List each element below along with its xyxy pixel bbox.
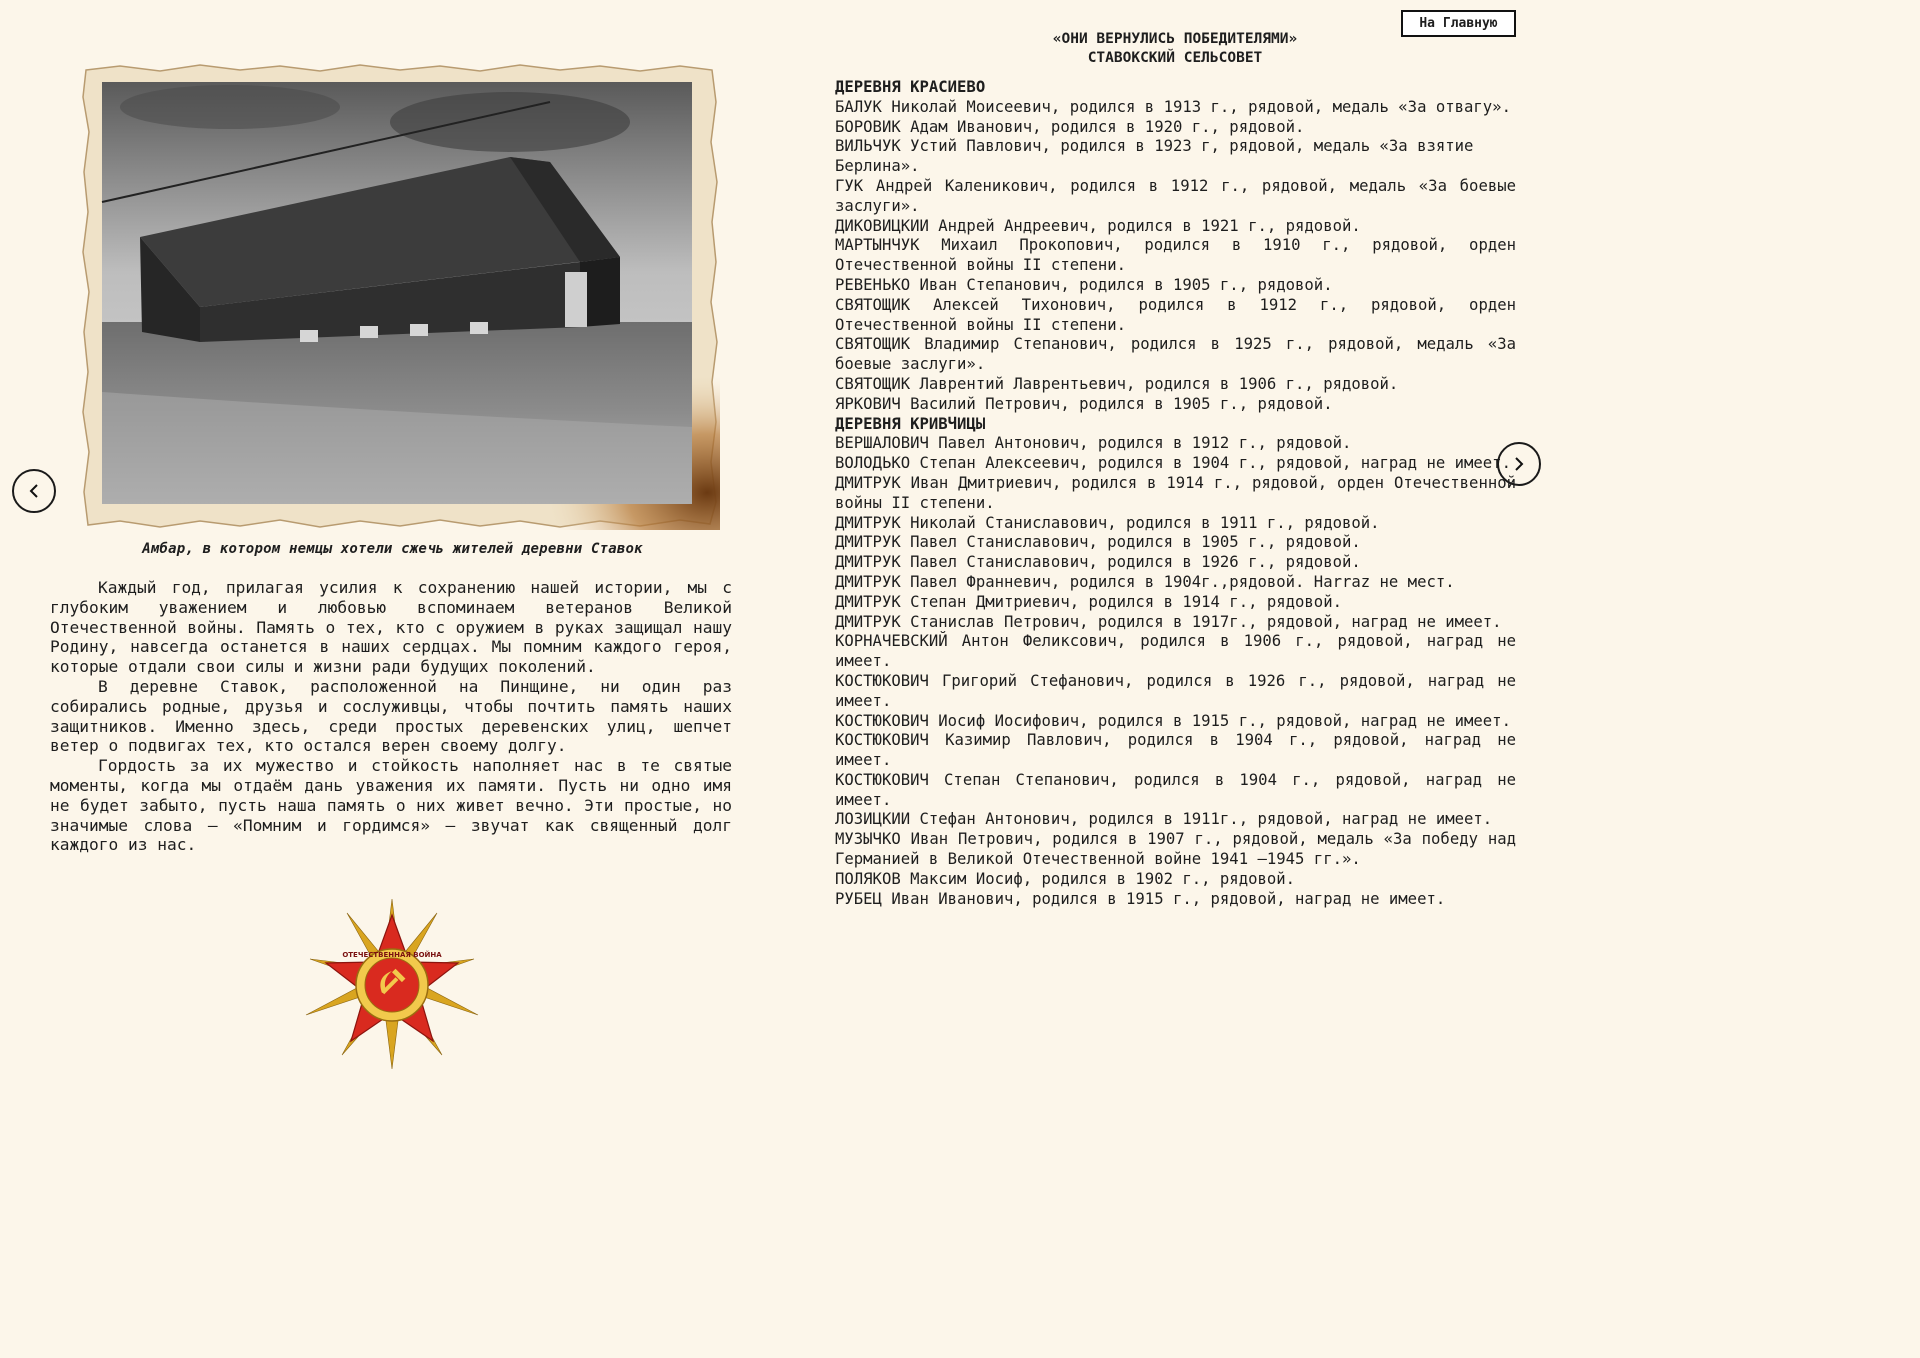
veteran-entry: БАЛУК Николай Моисеевич, родился в 1913 г., рядовой, медаль «За отвагу». [835, 97, 1511, 116]
veteran-entry: ГУК Андрей Каленикович, родился в 1912 г., рядовой, медаль «За боевые заслуги». [835, 176, 1516, 215]
veteran-entry: ДМИТРУК Иван Дмитриевич, родился в 1914 г., рядовой, орден Отечественной войны II степени. [835, 473, 1516, 512]
veteran-entry: КОСТЮКОВИЧ Казимир Павлович, родился в 1904 г., рядовой, наград не имеет. [835, 731, 1516, 770]
veteran-entry: МАРТЫНЧУК Михаил Прокопович, родился в 1910 г., рядовой, орден Отечественной войны II степени. [835, 236, 1516, 275]
veteran-entry: ДМИТРУК Павел Франневич, родился в 1904г.,рядовой. Harraz не мест. [835, 572, 1455, 591]
intro-paragraph: Каждый год, прилагая усилия к сохранению нашей истории, мы с глубоким уважением и любовью вспоминаем ветеранов Великой Отечественной войны. Память о тех, кто с оружием в руках защищал нашу Родину, навсегда останется в наших сердцах. Мы помним каждого героя, которые отдали свои силы и жизни ради будущих поколений. [50, 578, 732, 677]
veteran-entry: ВИЛЬЧУК Устий Павлович, родился в 1923 г, рядовой, медаль «За взятие [835, 137, 1474, 156]
veteran-entry: РЕВЕНЬКО Иван Степанович, родился в 1905 г., рядовой. [835, 275, 1333, 294]
veteran-entry: ПОЛЯКОВ Максим Иосиф, родился в 1902 г., рядовой. [835, 869, 1296, 888]
veteran-entry: ВОЛОДЬКО Степан Алексеевич, родился в 1904 г., рядовой, наград не имеет. [835, 454, 1511, 473]
intro-paragraph: Гордость за их мужество и стойкость наполняет нас в те святые моменты, когда мы отдаём дань уважения их памяти. Пусть ни одно имя не будет забыто, пусть наша память о них живет вечно. Эти простые, но значимые слова – «Помним и гордимся» – звучат как священный долг каждого из нас. [50, 756, 732, 855]
veteran-entry: ДМИТРУК Станислав Петрович, родился в 1917г., рядовой, наград не имеет. [835, 612, 1502, 631]
photo-caption: Амбар, в котором немцы хотели сжечь жителей деревни Ставок [142, 541, 643, 557]
emblem-ring-text: ОТЕЧЕСТВЕННАЯ ВОЙНА [342, 951, 442, 959]
veteran-entry: РУБЕЦ Иван Иванович, родился в 1915 г., рядовой, наград не имеет. [835, 889, 1446, 908]
veteran-entry: КОСТЮКОВИЧ Степан Степанович, родился в 1904 г., рядовой, наград не имеет. [835, 770, 1516, 809]
veteran-entry: МУЗЫЧКО Иван Петрович, родился в 1907 г., рядовой, медаль «За победу над Германией в Великой Отечественной войне 1941 –1945 гг.». [835, 830, 1516, 869]
veteran-entry: ЛОЗИЦКИИ Стефан Антонович, родился в 1911г., рядовой, наград не имеет. [835, 810, 1493, 829]
veteran-entry: СВЯТОЩИК Лаврентий Лаврентьевич, родился в 1906 г., рядовой. [835, 374, 1399, 393]
veteran-entry: ДМИТРУК Павел Станиславович, родился в 1926 г., рядовой. [835, 553, 1361, 572]
veteran-entry: БОРОВИК Адам Иванович, родился в 1920 г., рядовой. [835, 117, 1305, 136]
veteran-entry: СВЯТОЩИК Алексей Тихонович, родился в 1912 г., рядовой, орден Отечественной войны II степени. [835, 295, 1516, 334]
intro-text [50, 578, 732, 855]
veteran-entry: Берлина». [835, 157, 920, 176]
order-of-patriotic-war-emblem [305, 893, 480, 1071]
chevron-left-icon [28, 483, 40, 499]
veteran-entry: СВЯТОЩИК Владимир Степанович, родился в 1925 г., рядовой, медаль «За боевые заслуги». [835, 335, 1516, 374]
veteran-entry: ВЕРШАЛОВИЧ Павел Антонович, родился в 1912 г., рядовой. [835, 434, 1352, 453]
veteran-entry: ДМИТРУК Николай Станиславович, родился в 1911 г., рядовой. [835, 513, 1380, 532]
veteran-entry: ЯРКОВИЧ Василий Петрович, родился в 1905 г., рядовой. [835, 394, 1333, 413]
village-heading: ДЕРЕВНЯ КРИВЧИЦЫ [835, 414, 986, 433]
page-subtitle: СТАВОКСКИЙ СЕЛЬСОВЕТ [1087, 50, 1263, 66]
barn-photo [80, 62, 720, 530]
page-title: «ОНИ ВЕРНУЛИСЬ ПОБЕДИТЕЛЯМИ» [1052, 31, 1298, 47]
list-header [835, 30, 1515, 68]
previous-page-button[interactable] [12, 469, 56, 513]
veteran-entry: ДМИТРУК Степан Дмитриевич, родился в 1914 г., рядовой. [835, 592, 1342, 611]
veterans-list [835, 78, 1516, 909]
veteran-entry: ДИКОВИЦКИИ Андрей Андреевич, родился в 1921 г., рядовой. [835, 216, 1361, 235]
village-heading: ДЕРЕВНЯ КРАСИЕВО [835, 78, 986, 96]
veteran-entry: КОСТЮКОВИЧ Григорий Стефанович, родился в 1926 г., рядовой, наград не имеет. [835, 671, 1516, 710]
home-button[interactable]: На Главную [1401, 10, 1516, 37]
veteran-entry: КОСТЮКОВИЧ Иосиф Иосифович, родился в 1915 г., рядовой, наград не имеет. [835, 711, 1511, 730]
intro-paragraph: В деревне Ставок, расположенной на Пинщине, ни один раз собирались родные, друзья и сослуживцы, чтобы почтить память наших защитников. Именно здесь, среди простых деревенских улиц, шепчет ветер о подвигах тех, кто остался верен своему долгу. [50, 676, 732, 756]
veteran-entry: КОРНАЧЕВСКИЙ Антон Феликсович, родился в 1906 г., рядовой, наград не имеет. [835, 632, 1516, 671]
veteran-entry: ДМИТРУК Павел Станиславович, родился в 1905 г., рядовой. [835, 533, 1361, 552]
